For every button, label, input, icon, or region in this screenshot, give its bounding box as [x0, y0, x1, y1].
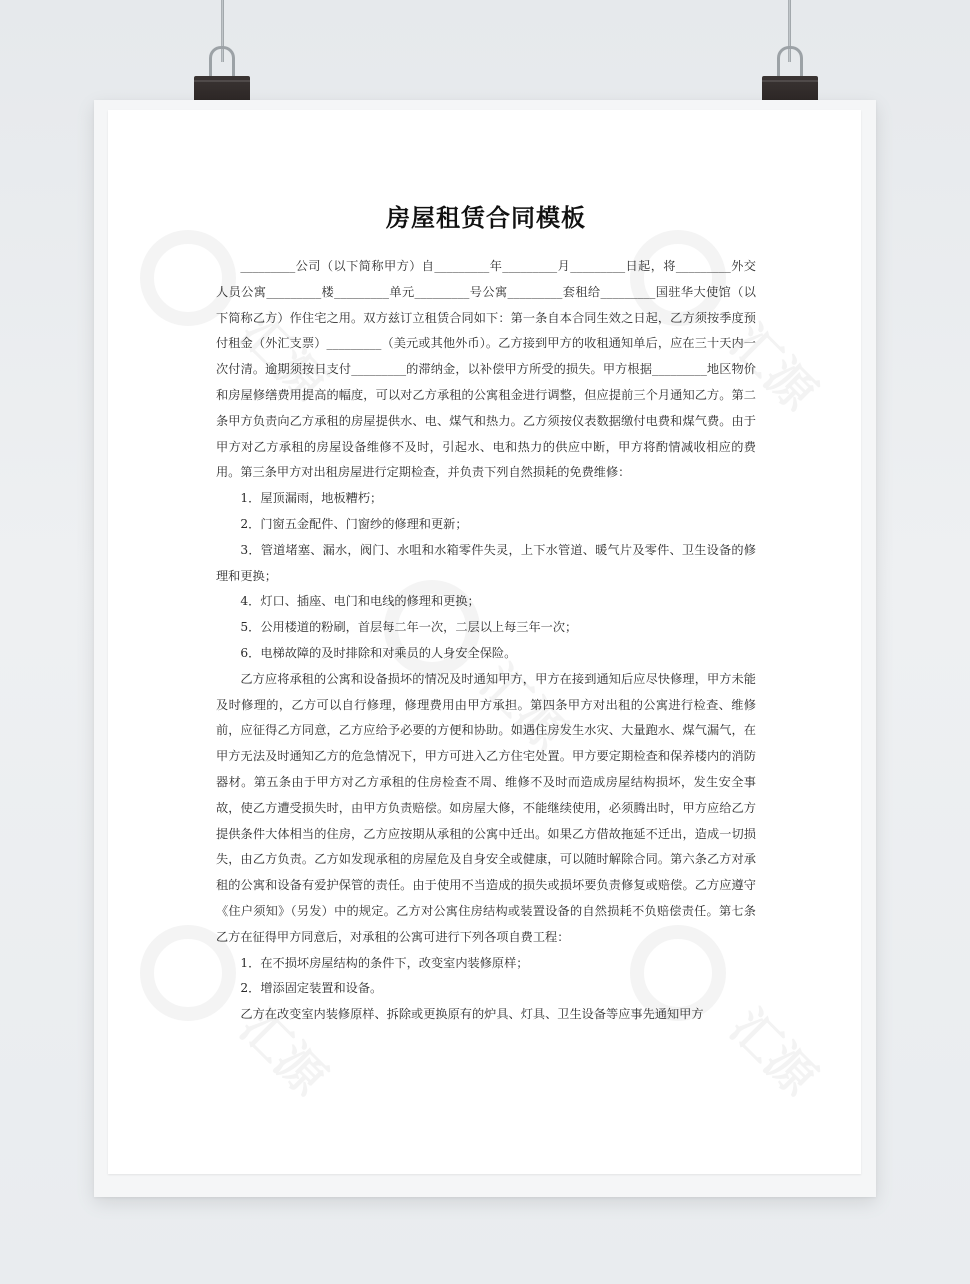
- watermark-text: 汇源: [719, 313, 827, 422]
- list-item: 3．管道堵塞、漏水，阀门、水咀和水箱零件失灵，上下水管道、暖气片及零件、卫生设备的修理和更换；: [216, 542, 756, 583]
- watermark-text: 汇源: [229, 303, 337, 412]
- document-page: [108, 110, 861, 1174]
- paragraph-1: _________公司（以下简称甲方）自_________年_________月_________日起，将_________外交人员公寓_________楼_________单元_________号公寓_________套租给_________国驻华大使馆（以下简称乙方）作住宅之用。双方兹订立租赁合同如下：第一条自本合同生效之日起，乙方须按季度预付租金（外汇支票）_________（美元或其他外币）。乙方接到甲方的收租通知单后，应在三十天内一次付清。逾期须按日支付_________的滞纳金，以补偿甲方所受的损失。甲方根据_________地区物价和房屋修缮费用提高的幅度，可以对乙方承租的公寓租金进行调整，但应提前三个月通知乙方。第二条甲方负责向乙方承租的房屋提供水、电、煤气和热力。乙方须按仪表数据缴付电费和煤气费。由于甲方对乙方承租的房屋设备维修不及时，引起水、电和热力的供应中断，甲方将酌情减收相应的费用。第三条甲方对出租房屋进行定期检查，并负责下列自然损耗的免费维修：: [216, 259, 756, 480]
- list-item: 4．灯口、插座、电门和电线的修理和更换；: [240, 594, 480, 609]
- document-content: [216, 202, 756, 1028]
- document-body: [216, 254, 756, 1028]
- right-binder-clip: [762, 46, 818, 108]
- watermark-text: 汇源: [229, 998, 337, 1107]
- list-item: 2．门窗五金配件、门窗纱的修理和更新；: [240, 516, 468, 531]
- watermark-text: 汇源: [469, 653, 577, 762]
- list-item: 1．屋顶漏雨，地板糟朽；: [240, 491, 383, 506]
- list-item: 5．公用楼道的粉刷，首层每二年一次，二层以上每三年一次；: [240, 620, 578, 635]
- left-binder-clip: [194, 46, 250, 108]
- paragraph-3: 乙方在改变室内装修原样、拆除或更换原有的炉具、灯具、卫生设备等应事先通知甲方: [240, 1007, 704, 1022]
- list-item: 1．在不损坏房屋结构的条件下，改变室内装修原样；: [240, 955, 529, 970]
- document-title: 房屋租赁合同模板: [386, 204, 586, 232]
- list-item: 2．增添固定装置和设备。: [240, 981, 383, 996]
- paragraph-2: 乙方应将承租的公寓和设备损坏的情况及时通知甲方，甲方在接到通知后应尽快修理，甲方未能及时修理的，乙方可以自行修理，修理费用由甲方承担。第四条甲方对出租的公寓进行检查、维修前，应征得乙方同意，乙方应给予必要的方便和协助。如遇住房发生水灾、大量跑水、煤气漏气，在甲方无法及时通知乙方的危急情况下，甲方可进入乙方住宅处置。甲方要定期检查和保养楼内的消防器材。第五条由于甲方对乙方承租的住房检查不周、维修不及时而造成房屋结构损坏，发生安全事故，使乙方遭受损失时，由甲方负责赔偿。如房屋大修，不能继续使用，必须腾出时，甲方应给乙方提供条件大体相当的住房，乙方应按期从承租的公寓中迁出。如果乙方借故拖延不迁出，造成一切损失，由乙方负责。乙方如发现承租的房屋危及自身安全或健康，可以随时解除合同。第六条乙方对承租的公寓和设备有爱护保管的责任。由于使用不当造成的损失或损坏要负责修复或赔偿。乙方应遵守《住户须知》（另发）中的规定。乙方对公寓住房结构或装置设备的自然损耗不负赔偿责任。第七条乙方在征得甲方同意后，对承租的公寓可进行下列各项自费工程：: [216, 671, 756, 944]
- watermark-text: 汇源: [719, 998, 827, 1107]
- list-item: 6．电梯故障的及时排除和对乘员的人身安全保险。: [240, 645, 517, 660]
